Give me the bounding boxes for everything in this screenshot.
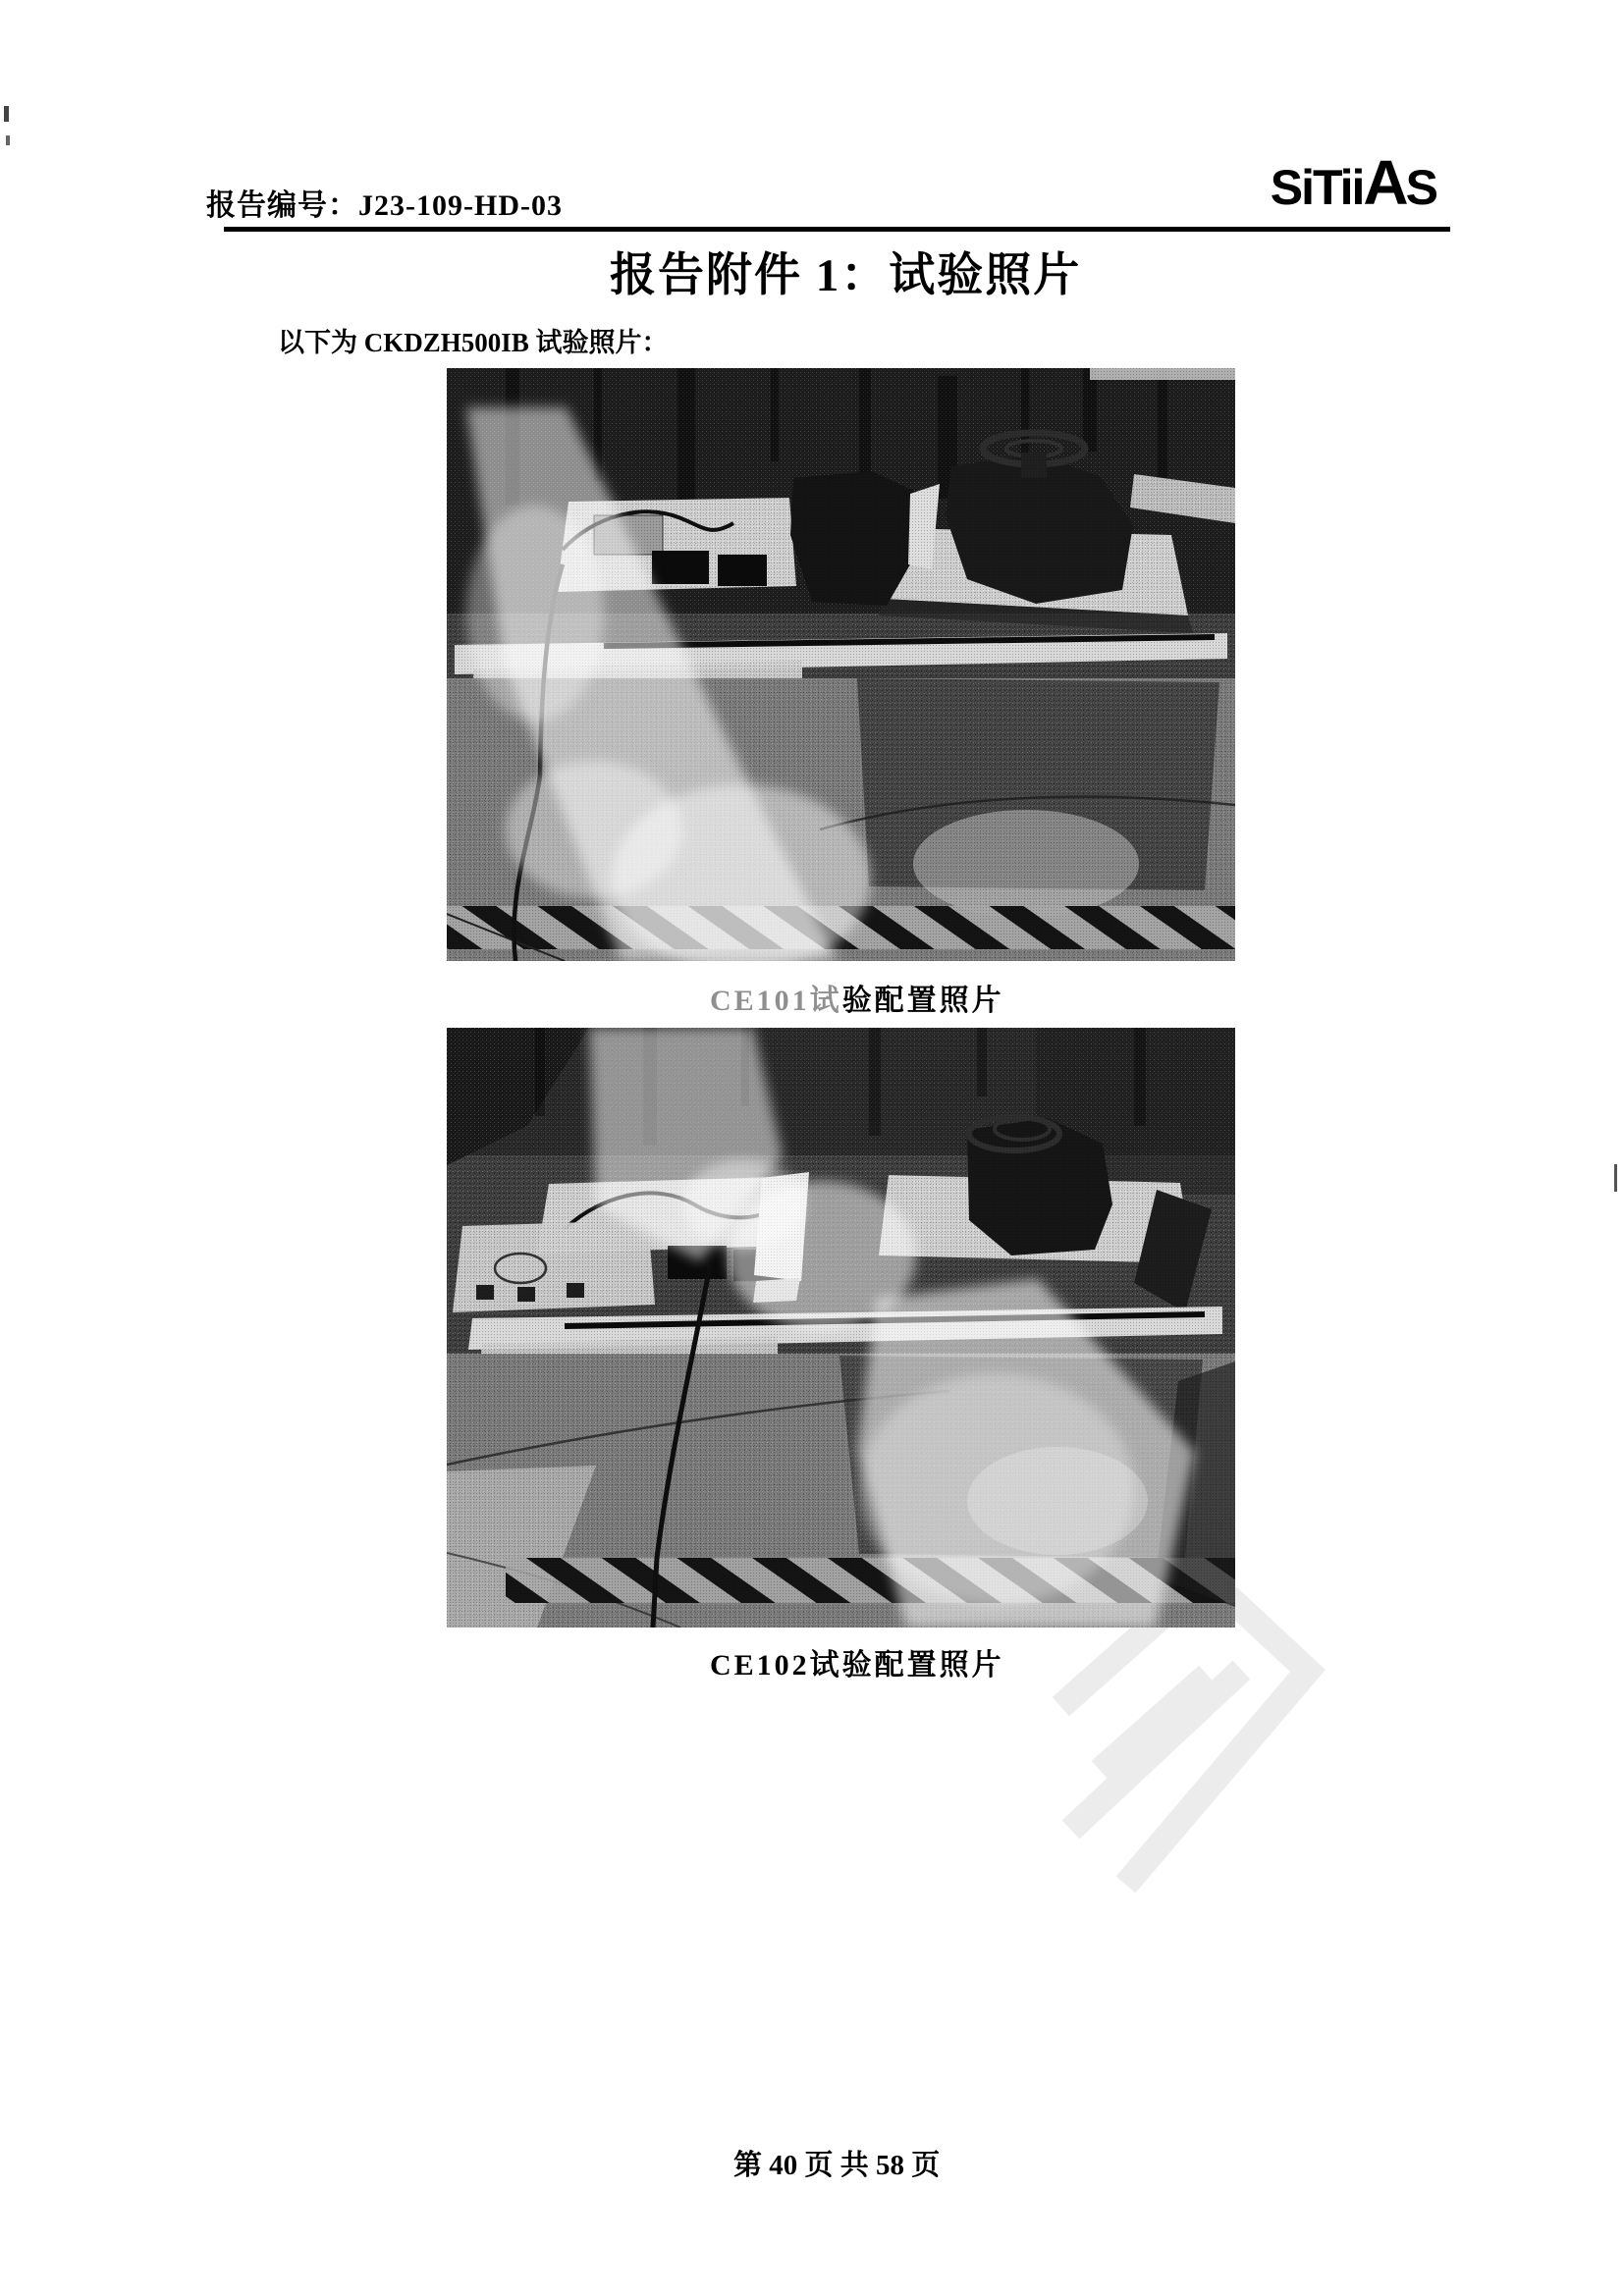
figure-ce101 bbox=[447, 368, 1235, 961]
scan-artifact bbox=[1614, 1164, 1617, 1192]
report-number: 报告编号：J23-109-HD-03 bbox=[206, 189, 563, 222]
caption-text: CE102试验配置照片 bbox=[710, 1649, 1004, 1682]
figure-ce101-caption bbox=[710, 976, 1004, 1019]
scan-artifact bbox=[6, 135, 10, 145]
figure-ce102 bbox=[447, 1028, 1235, 1628]
scan-artifact bbox=[4, 106, 9, 122]
caption-text-muted: CE101试 bbox=[710, 985, 842, 1017]
logo-text-suffix: S bbox=[1405, 160, 1436, 215]
page-title: 报告附件 1：试验照片 bbox=[610, 250, 1082, 301]
logo-text-prefix: SiTii bbox=[1270, 160, 1364, 215]
ce101-photo bbox=[447, 368, 1235, 961]
caption-text: 验配置照片 bbox=[841, 985, 1004, 1017]
figure-ce102-caption bbox=[710, 1640, 1004, 1683]
sitiias-logo bbox=[1270, 147, 1436, 218]
ce102-photo bbox=[447, 1028, 1235, 1628]
header-rule bbox=[224, 227, 1450, 232]
page-footer: 第 40 页 共 58 页 bbox=[733, 2150, 941, 2181]
intro-text: 以下为 CKDZH500IB 试验照片： bbox=[278, 328, 669, 357]
logo-letter-a: A bbox=[1363, 147, 1406, 218]
